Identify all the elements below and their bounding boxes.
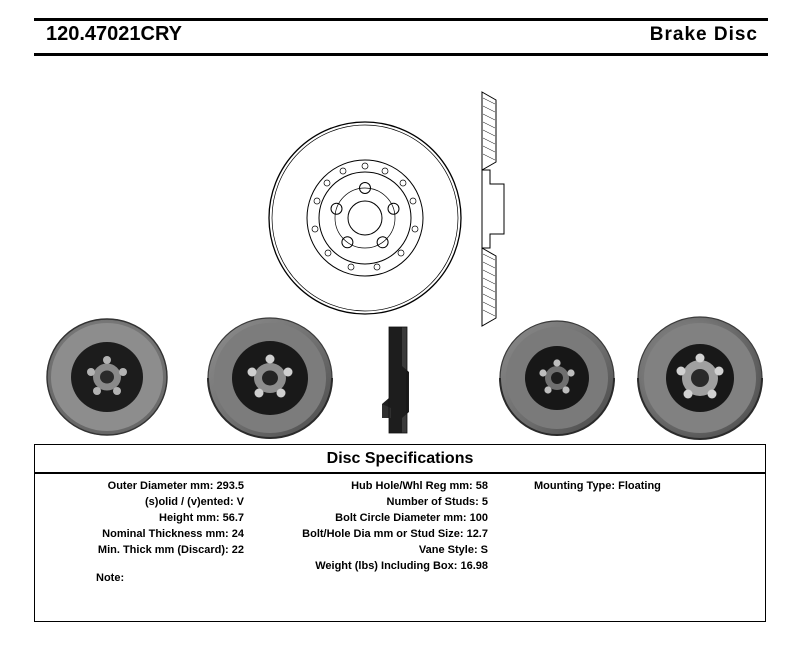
part-number: 120.47021CRY [46, 23, 183, 45]
spec-weight: Weight (lbs) Including Box: 16.98 [315, 560, 488, 572]
spec-number-of-studs: Number of Studs: 5 [386, 496, 488, 508]
spec-box-title: Disc Specifications [326, 450, 474, 467]
brake-disc-photo-front-left [45, 316, 170, 438]
spec-outer-diameter: Outer Diameter mm: 293.5 [107, 480, 244, 492]
drawing-area [0, 56, 800, 436]
note-label: Note: [96, 572, 125, 584]
spec-bolt-hole-dia: Bolt/Hole Dia mm or Stud Size: 12.7 [302, 528, 488, 540]
spec-bolt-circle-diameter: Bolt Circle Diameter mm: 100 [335, 512, 488, 524]
brake-disc-face-view [265, 101, 465, 336]
spec-column-right [534, 478, 759, 494]
spec-vane-style: Vane Style: S [418, 544, 488, 556]
disc-specifications-box [34, 444, 768, 624]
spec-hub-hole: Hub Hole/Whl Reg mm: 58 [351, 480, 488, 492]
spec-title-rule [34, 472, 766, 474]
spec-height: Height mm: 56.7 [159, 512, 244, 524]
brake-disc-photo-edge-profile [375, 324, 425, 439]
spec-solid-vented: (s)olid / (v)ented: V [145, 496, 244, 508]
brake-disc-photo-rear-angled [498, 318, 616, 438]
spec-min-thickness: Min. Thick mm (Discard): 22 [97, 544, 244, 556]
header-top-rule [34, 18, 768, 21]
header [34, 18, 768, 56]
spec-mounting-type: Mounting Type: Floating [534, 480, 661, 492]
brake-disc-photo-rear-right [635, 314, 765, 442]
brake-disc-photo-front-angled [205, 314, 335, 442]
spec-column-left [34, 478, 244, 558]
spec-nominal-thickness: Nominal Thickness mm: 24 [102, 528, 244, 540]
brake-disc-cross-section-view [470, 84, 515, 334]
spec-column-middle [256, 478, 488, 574]
page-title: Brake Disc [649, 24, 758, 45]
